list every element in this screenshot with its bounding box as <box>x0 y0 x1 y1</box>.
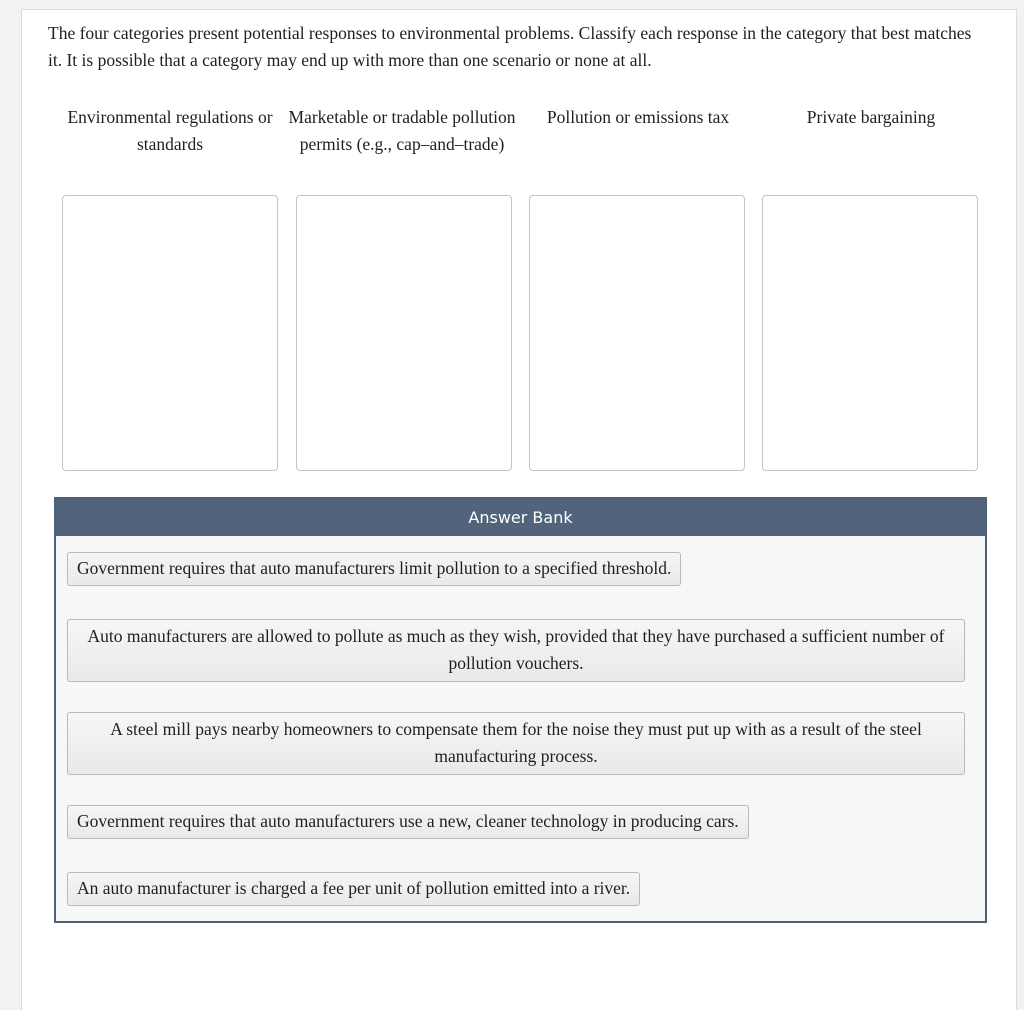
answer-chip-pollution-vouchers[interactable]: Auto manufacturers are allowed to pollute as much as they wish, provided that they have purchased a sufficient number of pollution vouchers. <box>67 619 965 682</box>
category-header-tax: Pollution or emissions tax <box>546 107 730 127</box>
category-header-regulations: Environmental regulations or standards <box>67 107 273 154</box>
answer-bank <box>54 497 987 923</box>
category-header-bargaining: Private bargaining <box>806 107 936 127</box>
instructions-text: The four categories present potential responses to environmental problems. Classify each response in the category that best matches it. It is possible that a category may end up with more than one scenario or none at all. <box>48 23 972 70</box>
answer-bank-title: Answer Bank <box>56 499 985 536</box>
drop-zone-permits[interactable] <box>296 195 512 471</box>
drop-zone-bargaining[interactable] <box>762 195 978 471</box>
answer-chip-limit-pollution[interactable]: Government requires that auto manufacturers limit pollution to a specified threshold. <box>67 552 681 586</box>
question-card <box>21 9 1017 1010</box>
drop-zone-regulations[interactable] <box>62 195 278 471</box>
category-header-permits: Marketable or tradable pollution permits (e.g., cap–and–trade) <box>288 107 516 154</box>
answer-chip-cleaner-technology[interactable]: Government requires that auto manufacturers use a new, cleaner technology in producing cars. <box>67 805 749 839</box>
answer-chip-steel-mill-compensation[interactable]: A steel mill pays nearby homeowners to compensate them for the noise they must put up with as a result of the steel manufacturing process. <box>67 712 965 775</box>
drop-zone-tax[interactable] <box>529 195 745 471</box>
answer-chip-fee-per-unit[interactable]: An auto manufacturer is charged a fee per unit of pollution emitted into a river. <box>67 872 640 906</box>
